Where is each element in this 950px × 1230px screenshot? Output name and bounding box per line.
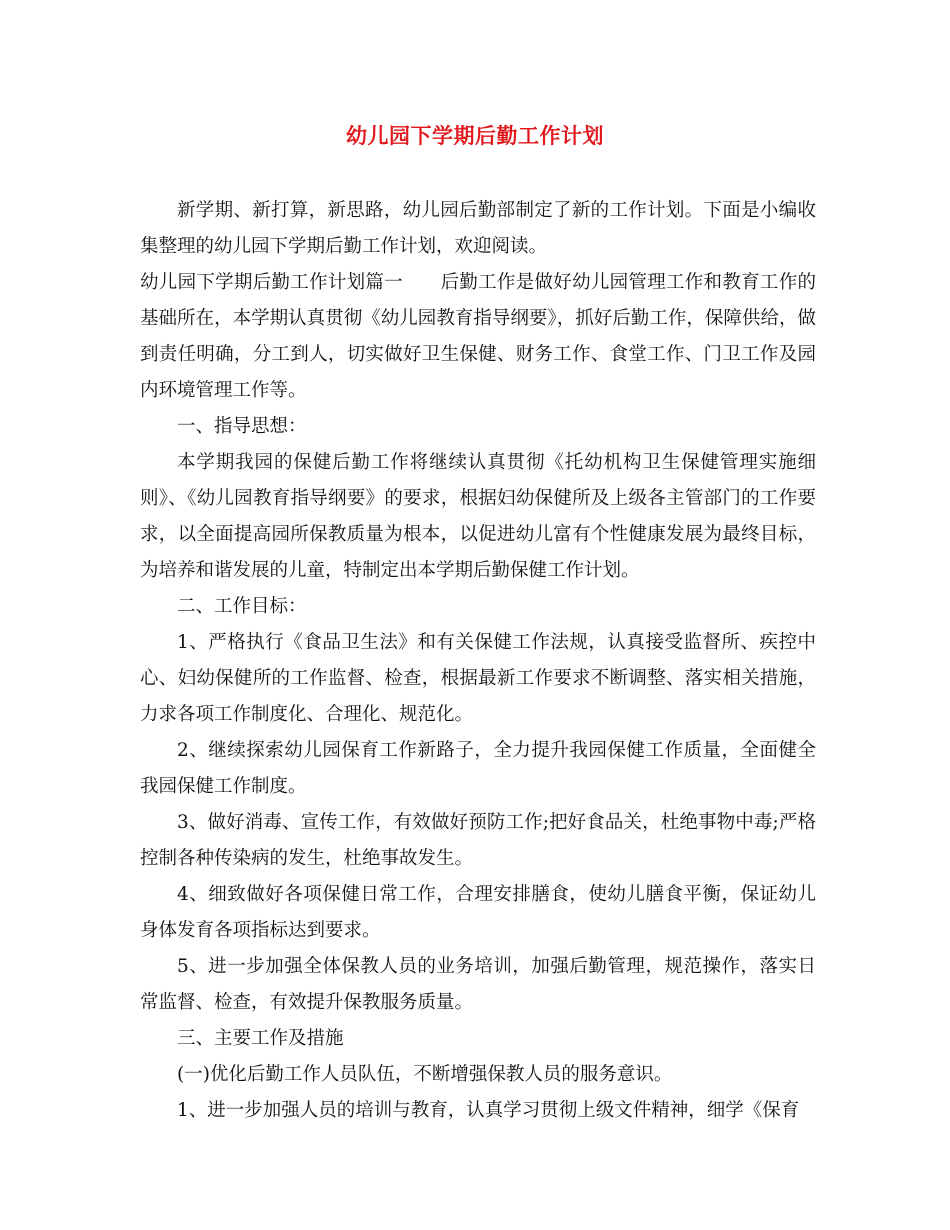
paragraph-goal-2: 2、继续探索幼儿园保育工作新路子，全力提升我园保健工作质量，全面健全我园保健工作制度。 [140,740,816,797]
paragraph-intro: 新学期、新打算，新思路，幼儿园后勤部制定了新的工作计划。下面是小编收集整理的幼儿园下学期后勤工作计划，欢迎阅读。 [140,200,816,257]
section-heading-main-work: 三、主要工作及措施 [177,1028,344,1049]
paragraph-guiding-thought: 本学期我园的保健后勤工作将继续认真贯彻《托幼机构卫生保健管理实施细则》、《幼儿园教育指导纲要》的要求，根据妇幼保健所及上级各主管部门的工作要求，以全面提高园所保教质量为根本，以促进幼儿富有个性健康发展为最终目标，为培养和谐发展的儿童，特制定出本学期后勤保健工作计划。 [140,452,816,581]
paragraph-measure-1: 1、进一步加强人员的培训与教育，认真学习贯彻上级文件精神，细学《保育 [177,1100,800,1121]
paragraph-plan-one: 幼儿园下学期后勤工作计划篇一 后勤工作是做好幼儿园管理工作和教育工作的基础所在，本学期认真贯彻《幼儿园教育指导纲要》，抓好后勤工作，保障供给，做到责任明确，分工到人，切实做好卫生保健、财务工作、食堂工作、门卫工作及园内环境管理工作等。 [140,272,816,401]
paragraph-goal-4: 4、细致做好各项保健日常工作，合理安排膳食，使幼儿膳食平衡，保证幼儿身体发育各项指标达到要求。 [140,884,816,941]
paragraph-goal-5: 5、进一步加强全体保教人员的业务培训，加强后勤管理，规范操作，落实日常监督、检查，有效提升保教服务质量。 [140,956,816,1013]
section-heading-guiding-thought: 一、指导思想： [177,416,307,437]
document-body [140,193,816,1129]
paragraph-goal-3: 3、做好消毒、宣传工作，有效做好预防工作;把好食品关，杜绝事物中毒;严格控制各种传染病的发生，杜绝事故发生。 [140,812,816,869]
paragraph-goal-1: 1、严格执行《食品卫生法》和有关保健工作法规，认真接受监督所、疾控中心、妇幼保健所的工作监督、检查，根据最新工作要求不断调整、落实相关措施，力求各项工作制度化、合理化、规范化。 [140,632,816,725]
subsection-heading-optimize-staff: (一)优化后勤工作人员队伍，不断增强保教人员的服务意识。 [177,1064,673,1085]
document-title: 幼儿园下学期后勤工作计划 [346,123,604,148]
section-heading-work-goals: 二、工作目标： [177,596,307,617]
